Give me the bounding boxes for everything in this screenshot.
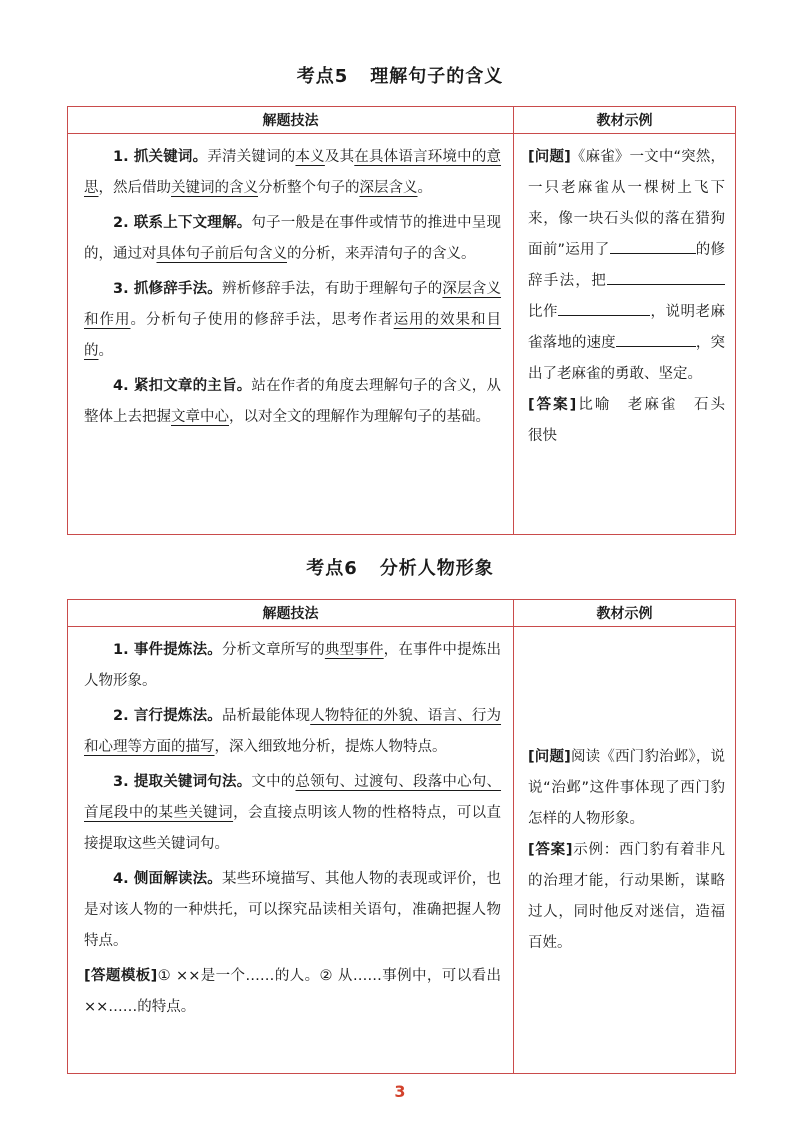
section6-answer: [答案]示例：西门豹有着非凡的治理才能，行动果断，谋略过人，同时他反对迷信，造福百姓。 xyxy=(528,841,726,951)
page-number: 3 xyxy=(394,1082,406,1101)
section5-item-4: 4. 紧扣文章的主旨。站在作者的角度去理解句子的含义，从整体上去把握文章中心，以对全文的理解作为理解句子的基础。 xyxy=(84,378,501,425)
section5-table xyxy=(67,106,740,535)
section5-item-2: 2. 联系上下文理解。句子一般是在事件或情节的推进中呈现的，通过对具体句子前后句含义的分析，来弄清句子的含义。 xyxy=(84,215,501,262)
section6-techniques xyxy=(68,627,514,1074)
section6-question: [问题]阅读《西门豹治邺》，说说“治邺”这件事体现了西门豹怎样的人物形象。 xyxy=(528,748,725,827)
section6-header-left: 解题技法 xyxy=(68,600,514,627)
section6-item-4: 4. 侧面解读法。某些环境描写、其他人物的表现或评价，也是对该人物的一种烘托，可以探究品读相关语句，准确把握人物特点。 xyxy=(84,871,502,949)
section6-title-num: 考点6 xyxy=(306,558,358,579)
section5-example xyxy=(514,134,740,535)
section6-item-3: 3. 提取关键词句法。文中的总领句、过渡句、段落中心句、首尾段中的某些关键词，会直接点明该人物的性格特点，可以直接提取这些关键词句。 xyxy=(84,774,502,852)
section6-item-1: 1. 事件提炼法。分析文章所写的典型事件，在事件中提炼出人物形象。 xyxy=(84,642,502,689)
section5-question: [问题]《麻雀》一文中“突然，一只老麻雀从一棵树上飞下来，像一块石头似的落在猎狗面前”运用了 的修辞手法，把比作 ，说明老麻雀落地的速度 ，突出了老麻雀的勇敢、坚定。 xyxy=(528,149,725,382)
answer-blank xyxy=(610,235,696,254)
answer-blank xyxy=(558,297,650,316)
section6-table xyxy=(67,599,736,1074)
section5-item-1: 1. 抓关键词。弄清关键词的本义及其在具体语言环境中的意思，然后借助关键词的含义分析整个句子的深层含义。 xyxy=(84,149,502,196)
section5-techniques xyxy=(68,134,514,535)
section5-answer: [答案]比喻 老麻雀 石头 很快 xyxy=(528,397,740,444)
section5-title-num: 考点5 xyxy=(296,66,349,87)
section5-item-3: 3. 抓修辞手法。辨析修辞手法，有助于理解句子的深层含义和作用。分析句子使用的修辞手法，思考作者运用的效果和目的。 xyxy=(84,281,502,359)
section6-title xyxy=(0,554,800,580)
section5-title xyxy=(0,62,800,88)
section6-item-2: 2. 言行提炼法。品析最能体现人物特征的外貌、语言、行为和心理等方面的描写，深入细致地分析，提炼人物特点。 xyxy=(84,708,502,755)
section6-header-right: 教材示例 xyxy=(514,600,736,627)
section6-title-text: 分析人物形象 xyxy=(379,558,494,579)
answer-blank xyxy=(616,328,696,347)
section5-header-left: 解题技法 xyxy=(68,107,514,134)
section6-answer-template: [答题模板]① ××是一个……的人。② 从……事例中，可以看出××……的特点。 xyxy=(84,968,501,1015)
section6-example xyxy=(514,627,736,1074)
section5-title-text: 理解句子的含义 xyxy=(370,66,504,87)
section5-header-right: 教材示例 xyxy=(514,107,736,134)
answer-blank xyxy=(607,266,725,285)
